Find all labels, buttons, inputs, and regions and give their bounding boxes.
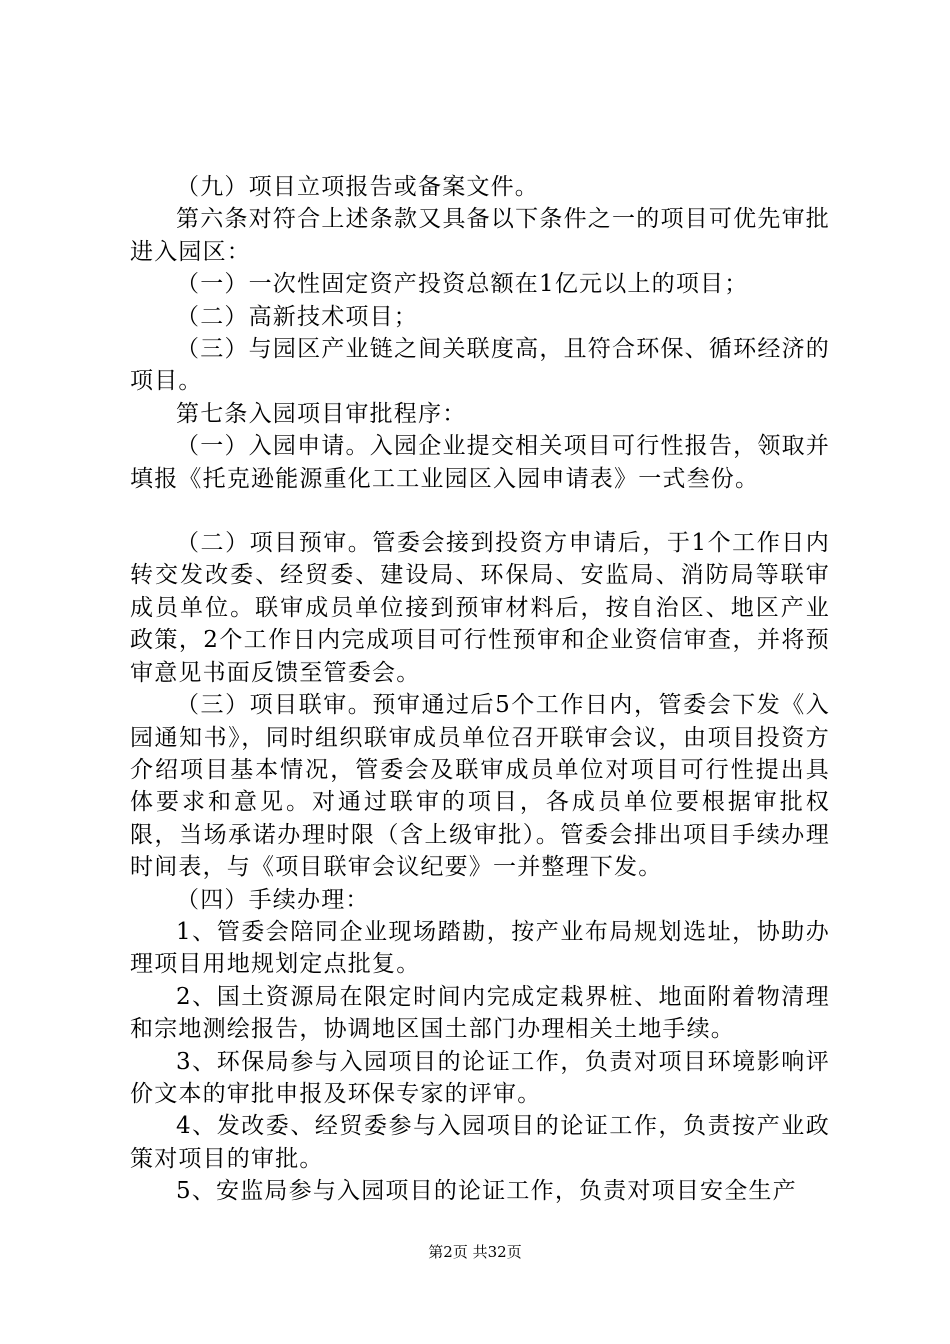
paragraph-procedure-2: 2、国土资源局在限定时间内完成定栽界桩、地面附着物清理和宗地测绘报告，协调地区国土部门办理相关土地手续。 <box>130 983 830 1043</box>
paragraph-article-7: 第七条入园项目审批程序： <box>176 400 467 427</box>
paragraph-article-6: 第六条对符合上述条款又具备以下条件之一的项目可优先审批进入园区： <box>130 206 830 265</box>
paragraph-procedure-5: 5、安监局参与入园项目的论证工作，负责对项目安全生产 <box>176 1178 797 1205</box>
paragraph-step-joint-review: （三）项目联审。预审通过后5个工作日内，管委会下发《入园通知书》，同时组织联审成员单位召开联审会议，由项目投资方介绍项目基本情况，管委会及联审成员单位对项目可行性提出具体要求和意见。对通过联审的项目，各成员单位要根据审批权限，当场承诺办理时限（含上级审批）。管委会排出项目手续办理时间表，与《项目联审会议纪要》一并整理下发。 <box>130 692 830 881</box>
paragraph-procedure-3: 3、环保局参与入园项目的论证工作，负责对项目环境影响评价文本的审批申报及环保专家的评审。 <box>130 1048 830 1107</box>
paragraph-procedure-1: 1、管委会陪同企业现场踏勘，按产业布局规划选址，协助办理项目用地规划定点批复。 <box>130 918 830 978</box>
page-total: 共32页 <box>472 1243 522 1261</box>
paragraph-condition-1: （一）一次性固定资产投资总额在1亿元以上的项目； <box>176 271 749 298</box>
paragraph-step-pre-review: （二）项目预审。管委会接到投资方申请后，于1个工作日内转交发改委、经贸委、建设局、环保局、安监局、消防局等联审成员单位。联审成员单位接到预审材料后，按自治区、地区产业政策，2个工作日内完成项目可行性预审和企业资信审查，并将预审意见书面反馈至管委会。 <box>130 530 830 686</box>
paragraph-step-procedures: （四）手续办理： <box>176 886 370 913</box>
paragraph-condition-2: （二）高新技术项目； <box>176 303 418 330</box>
page-footer <box>0 1242 950 1262</box>
paragraph-step-application: （一）入园申请。入园企业提交相关项目可行性报告，领取并填报《托克逊能源重化工工业园区入园申请表》一式叁份。 <box>130 433 830 492</box>
paragraph-item-9: （九）项目立项报告或备案文件。 <box>176 174 539 200</box>
paragraph-procedure-4: 4、发改委、经贸委参与入园项目的论证工作，负责按产业政策对项目的审批。 <box>130 1113 830 1172</box>
page-number: 第2页 <box>428 1243 468 1261</box>
document-body <box>130 171 830 1208</box>
paragraph-condition-3: （三）与园区产业链之间关联度高，且符合环保、循环经济的项目。 <box>130 336 830 395</box>
